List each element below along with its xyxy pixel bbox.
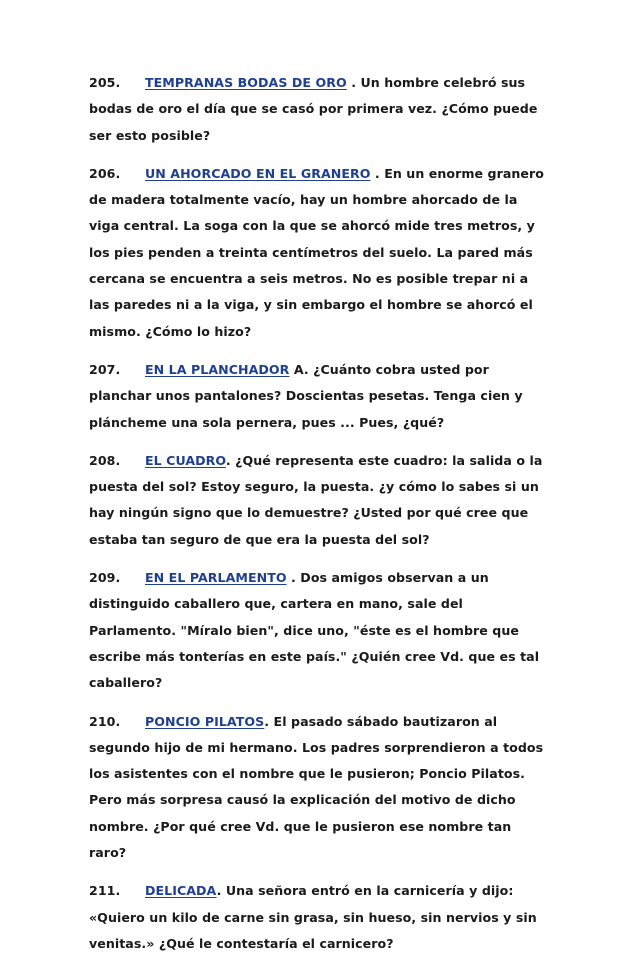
entry-title-link[interactable]: EN LA PLANCHADOR — [145, 361, 290, 377]
riddle-entry-211 — [89, 878, 549, 957]
entry-text: . En un enorme granero de madera totalmente vacío, hay un hombre ahorcado de la viga central. La soga con la que se ahorcó mide tres metros, y los pies penden a treinta centímetros del suelo. La pared más cercana se encuentra a seis metros. No es posible trepar ni a las paredes ni a la viga, y sin embargo el hombre se ahorcó el mismo. ¿Cómo lo hizo? — [89, 165, 544, 339]
entry-number: 206. — [89, 165, 121, 181]
entry-title-link[interactable]: PONCIO PILATOS — [145, 713, 265, 729]
riddle-entry-207 — [89, 357, 549, 436]
entry-text: . El pasado sábado bautizaron al segundo hijo de mi hermano. Los padres sorprendieron a todos los asistentes con el nombre que le pusieron; Poncio Pilatos. Pero más sorpresa causó la explicación del motivo de dicho nombre. ¿Por qué cree Vd. que le pusieron ese nombre tan raro? — [89, 713, 544, 861]
entry-text: . ¿Qué representa este cuadro: la salida o la puesta del sol? Estoy seguro, la puesta. ¿y cómo lo sabes si un hay ningún signo que lo demuestre? ¿Usted por qué cree que estaba tan seguro de que era la puesta del sol? — [89, 452, 543, 547]
entry-title-link[interactable]: UN AHORCADO EN EL GRANERO — [145, 165, 371, 181]
entry-number: 209. — [89, 570, 121, 586]
entry-text: . Una señora entró en la carnicería y dijo: «Quiero un kilo de carne sin grasa, sin hueso, sin nervios y sin venitas.» ¿Qué le contestaría el carnicero? — [89, 883, 537, 951]
entry-title-link[interactable]: TEMPRANAS BODAS DE ORO — [145, 75, 347, 90]
entry-text: . Un hombre celebró sus bodas de oro el día que se casó por primera vez. ¿Cómo puede ser esto posible? — [89, 75, 538, 143]
entry-title-link[interactable]: DELICADA — [145, 883, 217, 899]
entry-text: A. ¿Cuánto cobra usted por planchar unos pantalones? Doscientas pesetas. Tenga cien y plánchеme una sola pernera, pues ... Pues, ¿qué? — [89, 361, 523, 430]
entry-number: 210. — [89, 713, 121, 729]
riddle-entry-206 — [89, 161, 549, 345]
riddle-entry-209 — [89, 565, 549, 696]
entry-number: 207. — [89, 361, 121, 377]
entry-title-link[interactable]: EL CUADRO — [145, 452, 226, 468]
document-page — [89, 70, 549, 969]
entry-text: . Dos amigos observan a un distinguido caballero que, cartera en mano, sale del Parlamento. "Míralo bien", dice uno, "éste es el hombre que escribe más tonterías en este país." ¿Quién cree Vd. que es tal caballero? — [89, 570, 540, 691]
entry-number: 205. — [89, 75, 121, 90]
riddle-entry-205 — [89, 70, 549, 149]
entry-title-link[interactable]: EN EL PARLAMENTO — [145, 570, 287, 586]
entry-number: 208. — [89, 452, 121, 468]
riddle-entry-208 — [89, 448, 549, 553]
entry-number: 211. — [89, 883, 121, 899]
riddle-entry-210 — [89, 709, 549, 867]
